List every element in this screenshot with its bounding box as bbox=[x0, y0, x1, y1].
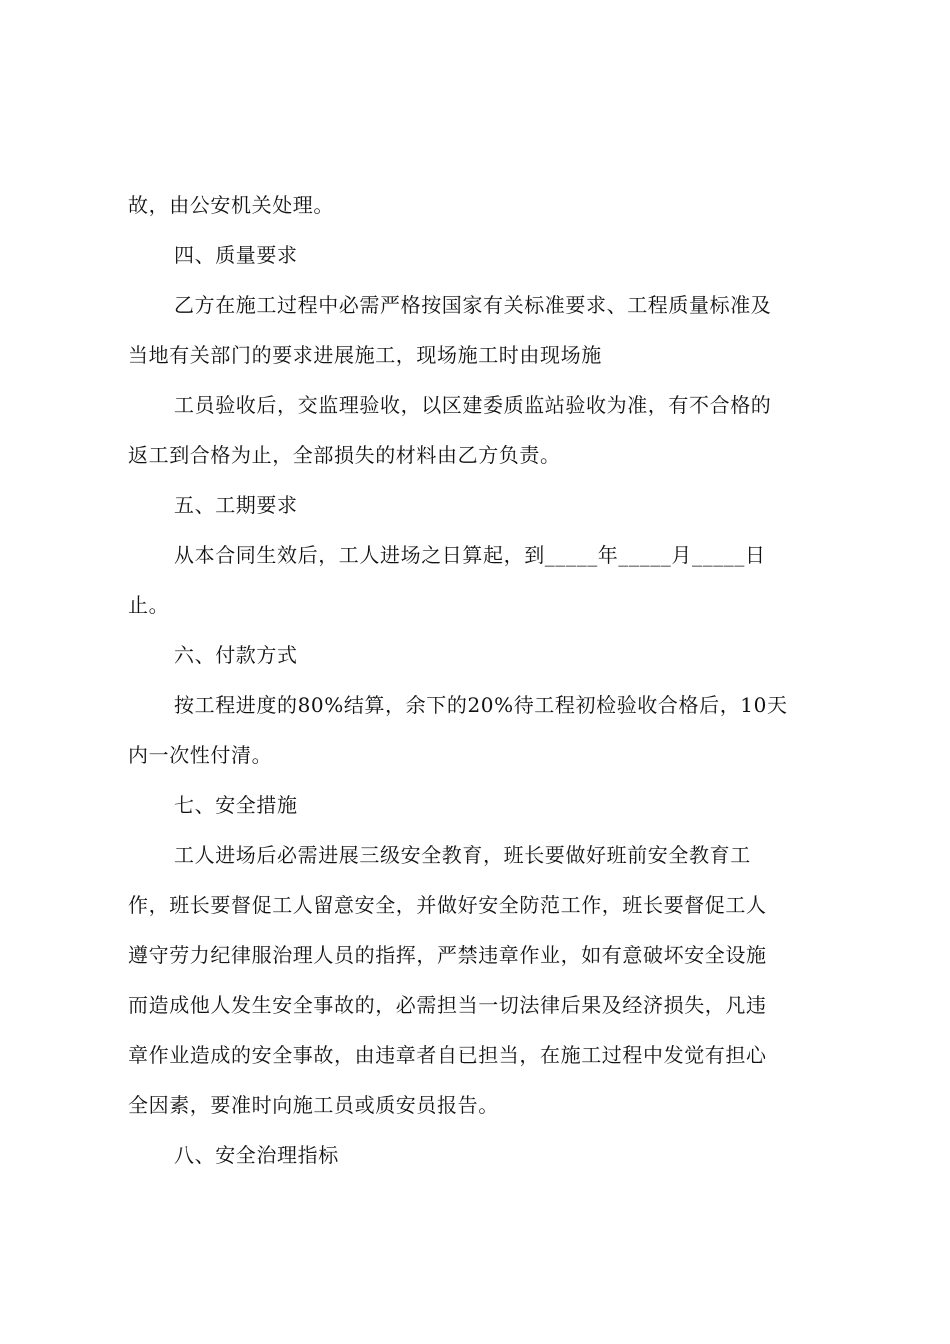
paragraph-line: 内一次性付清。 bbox=[128, 743, 273, 767]
paragraph-line: 按工程进度的80%结算，余下的20%待工程初检验收合格后，10天 bbox=[174, 693, 788, 717]
section-heading-payment: 六、付款方式 bbox=[174, 643, 298, 667]
section-heading-quality: 四、质量要求 bbox=[174, 243, 298, 267]
paragraph-line: 止。 bbox=[128, 593, 170, 617]
paragraph-line: 全因素，要准时向施工员或质安员报告。 bbox=[128, 1093, 499, 1117]
paragraph-line: 故，由公安机关处理。 bbox=[128, 193, 334, 217]
section-heading-schedule: 五、工期要求 bbox=[174, 493, 298, 517]
paragraph-line: 工员验收后，交监理验收，以区建委质监站验收为准，有不合格的 bbox=[174, 393, 772, 417]
section-heading-safety-measures: 七、安全措施 bbox=[174, 793, 298, 817]
paragraph-line: 而造成他人发生安全事故的，必需担当一切法律后果及经济损失，凡违 bbox=[128, 993, 767, 1017]
section-heading-safety-indicators: 八、安全治理指标 bbox=[174, 1143, 339, 1167]
paragraph-line: 遵守劳力纪律服治理人员的指挥，严禁违章作业，如有意破坏安全设施 bbox=[128, 943, 767, 967]
paragraph-line: 当地有关部门的要求进展施工，现场施工时由现场施 bbox=[128, 343, 602, 367]
paragraph-line: 章作业造成的安全事故，由违章者自已担当，在施工过程中发觉有担心 bbox=[128, 1043, 767, 1067]
paragraph-line: 工人进场后必需进展三级安全教育，班长要做好班前安全教育工 bbox=[174, 843, 751, 867]
paragraph-line: 从本合同生效后，工人进场之日算起，到_____年_____月_____日 bbox=[174, 543, 766, 567]
paragraph-line: 返工到合格为止，全部损失的材料由乙方负责。 bbox=[128, 443, 561, 467]
paragraph-line: 作，班长要督促工人留意安全，并做好安全防范工作，班长要督促工人 bbox=[128, 893, 767, 917]
paragraph-line: 乙方在施工过程中必需严格按国家有关标准要求、工程质量标准及 bbox=[174, 293, 772, 317]
